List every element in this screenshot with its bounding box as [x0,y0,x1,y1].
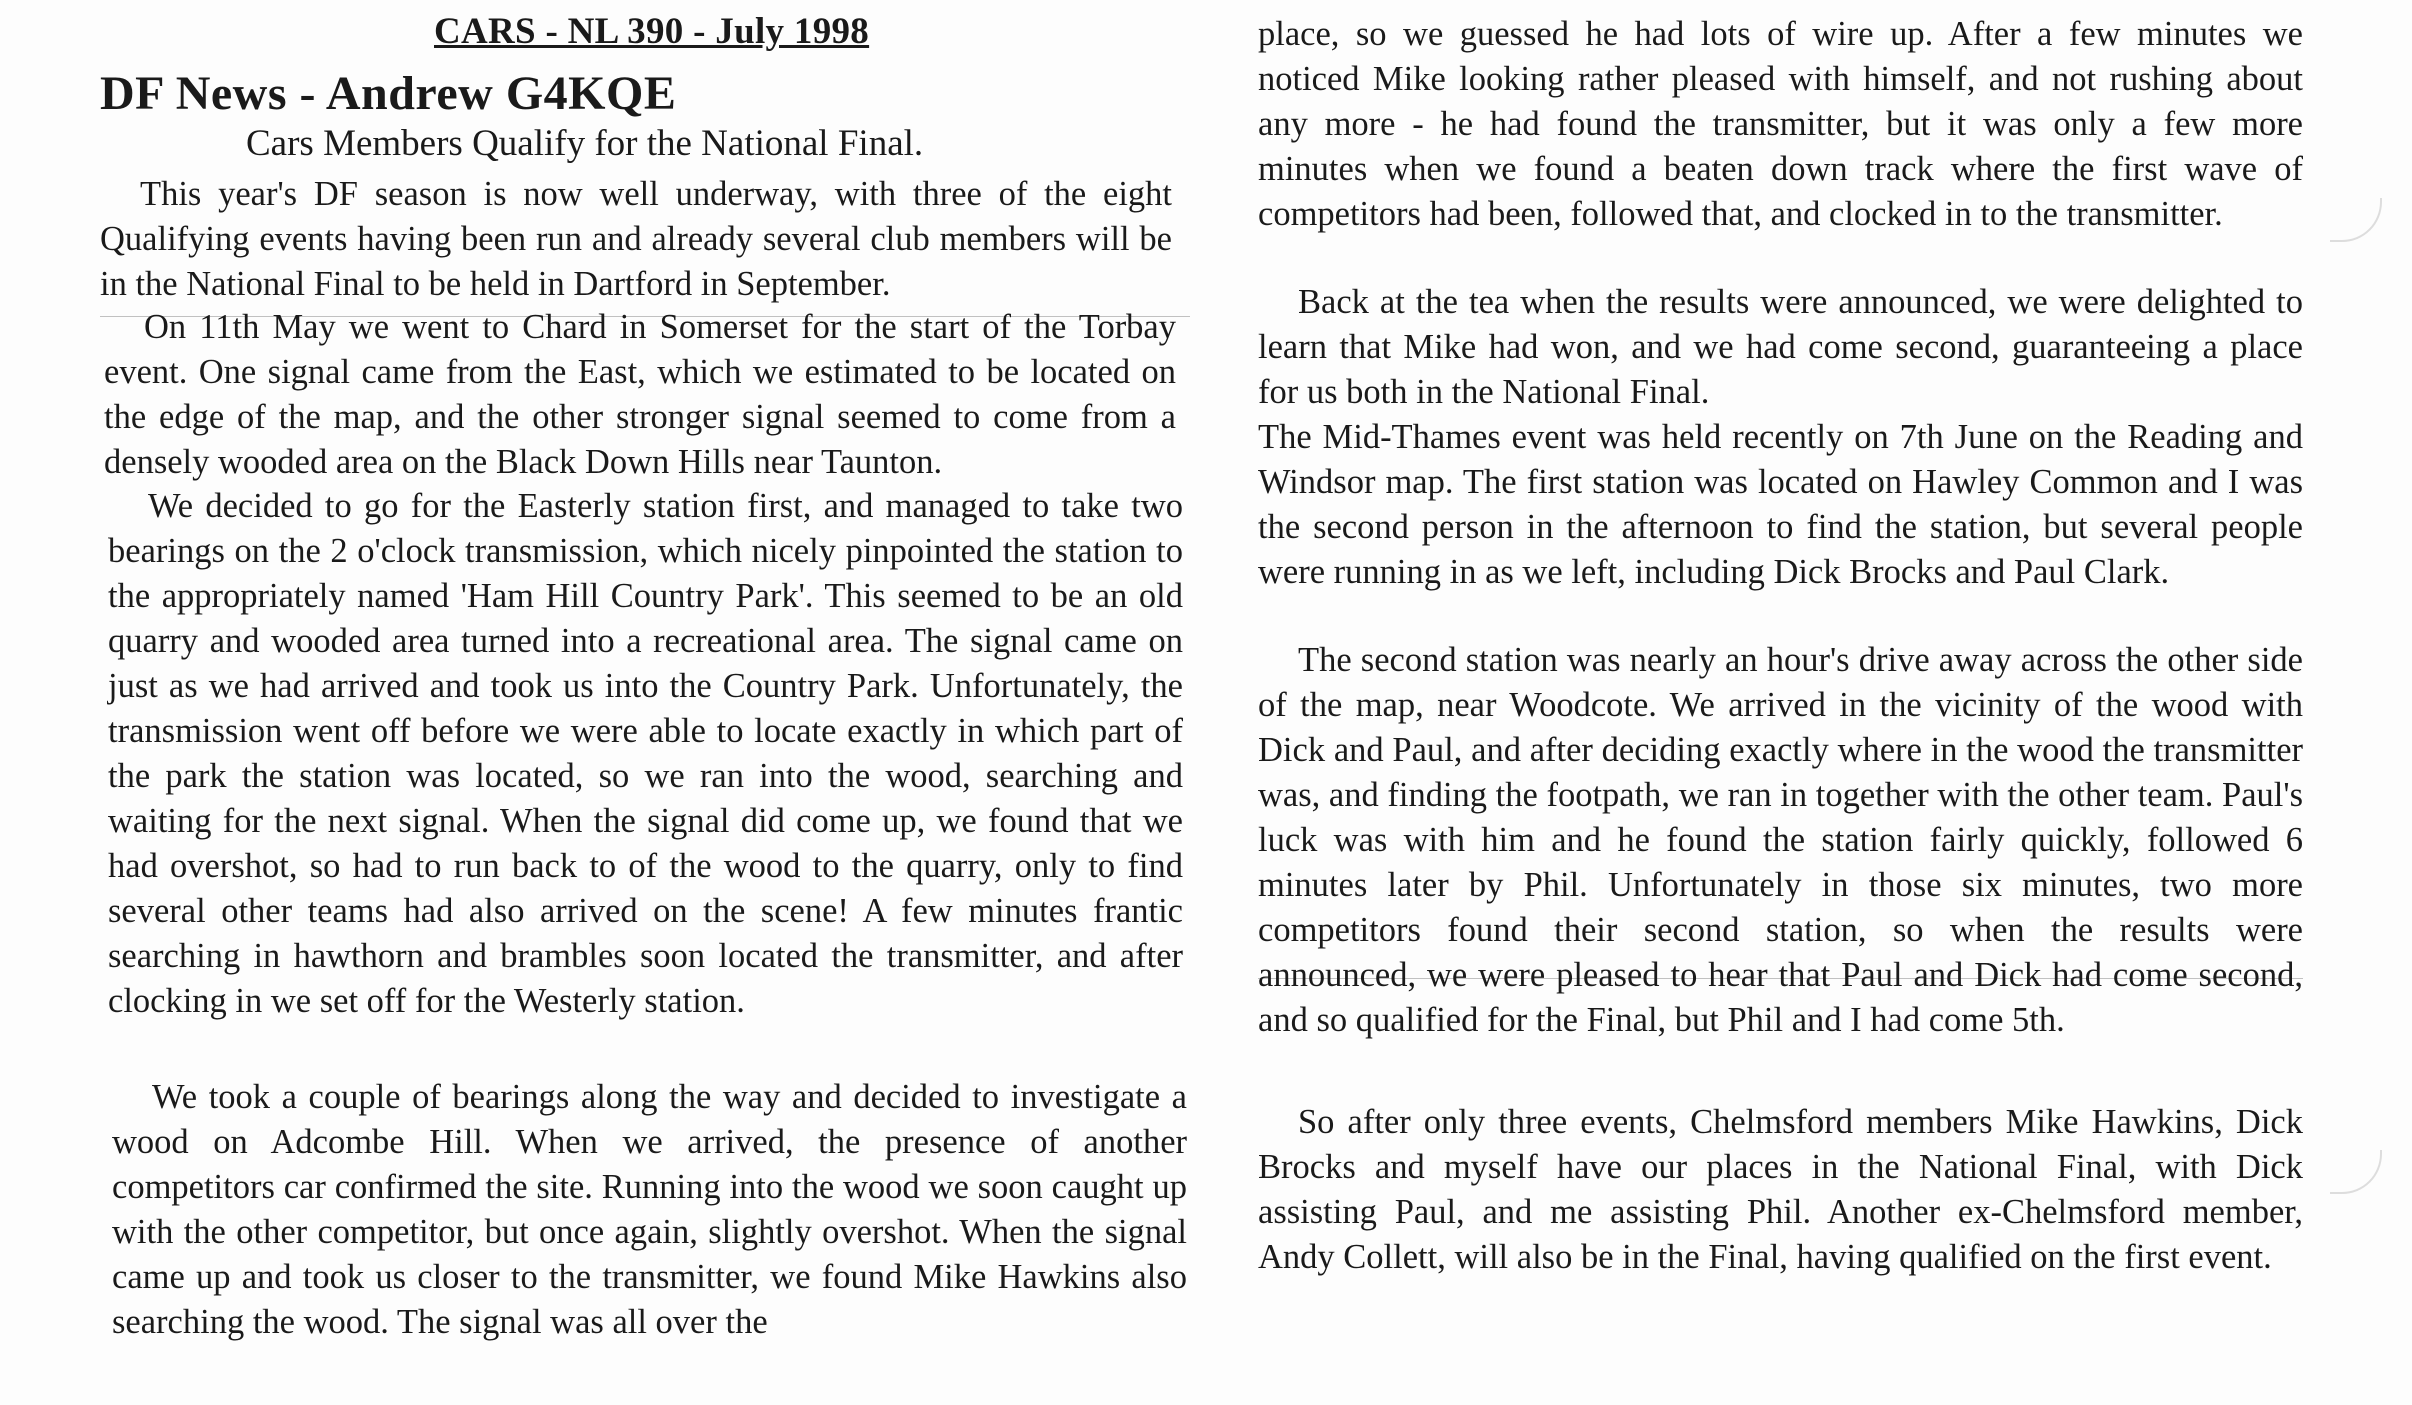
right-paragraph-5: So after only three events, Chelmsford members Mike Hawkins, Dick Brocks and myself have our places in the National Final, with Dick assisting Paul, and me assisting Phil. Another ex-Chelmsford member, Andy Collett, will also be in the Final, having qualified on the first event. [1258,1103,2303,1276]
masthead: CARS - NL 390 - July 1998 [434,11,870,52]
left-paragraph-3: We decided to go for the Easterly station first, and managed to take two bearings on the 2 o'clock transmission, which nicely pinpointed the station to the appropriately named 'Ham Hill Country Park'. This seemed to be an old quarry and wooded area turned into a recreational area. The signal came on just as we had arrived and took us into the Country Park. Unfortunately, the transmission went off before we were able to locate exactly in which part of the park the station was located, so we ran into the wood, searching and waiting for the next signal. When the signal did come up, we found that we had overshot, so had to run back to of the wood to the quarry, only to find several other teams had also arrived on the scene! A few minutes frantic searching in hawthorn and brambles soon located the transmitter, and after clocking in we set off for the Westerly station. [108,487,1183,1020]
punch-mark-bottom [2330,1150,2382,1194]
left-paragraph-4: We took a couple of bearings along the way and decided to investigate a wood on Adcombe Hill. When we arrived, the presence of another competitors car confirmed the site. Running into the wood we soon caught up with the other competitor, but once again, slightly overshot. When the signal came up and took us closer to the transmitter, we found Mike Hawkins also searching the wood. The signal was all over the [112,1078,1187,1341]
right-paragraph-1: place, so we guessed he had lots of wire up. After a few minutes we noticed Mike looking rather pleased with himself, and not rushing about any more - he had found the transmitter, but it was only a few more minutes when we found a beaten down track where the first wave of competitors had been, followed that, and clocked in to the transmitter. [1258,15,2303,233]
right-paragraph-3: The Mid-Thames event was held recently on 7th June on the Reading and Windsor map. The first station was located on Hawley Common and I was the second person in the afternoon to find the station, but several people were running in as we left, including Dick Brocks and Paul Clark. [1258,418,2303,591]
left-paragraph-2: On 11th May we went to Chard in Somerset for the start of the Torbay event. One signal came from the East, which we estimated to be located on the edge of the map, and the other stronger signal seemed to come from a densely wooded area on the Black Down Hills near Taunton. [104,308,1176,481]
article-headline: DF News - Andrew G4KQE [100,67,677,120]
punch-mark-top [2330,198,2382,242]
left-paragraph-1: This year's DF season is now well underway, with three of the eight Qualifying events having been run and already several club members will be in the National Final to be held in Dartford in September. [100,175,1172,303]
right-paragraph-2: Back at the tea when the results were announced, we were delighted to learn that Mike had won, and we had come second, guaranteeing a place for us both in the National Final. [1258,283,2303,411]
article-subheadline: Cars Members Qualify for the National Final. [246,123,924,164]
right-paragraph-4: The second station was nearly an hour's drive away across the other side of the map, near Woodcote. We arrived in the vicinity of the wood with Dick and Paul, and after deciding exactly where in the wood the transmitter was, and finding the footpath, we ran in together with the other team. Paul's luck was with him and he found the station fairly quickly, followed 6 minutes later by Phil. Unfortunately in those six minutes, two more competitors found their second station, so when the results were announced, we were pleased to hear that Paul and Dick had come second, and so qualified for the Final, but Phil and I had come 5th. [1258,641,2303,1039]
